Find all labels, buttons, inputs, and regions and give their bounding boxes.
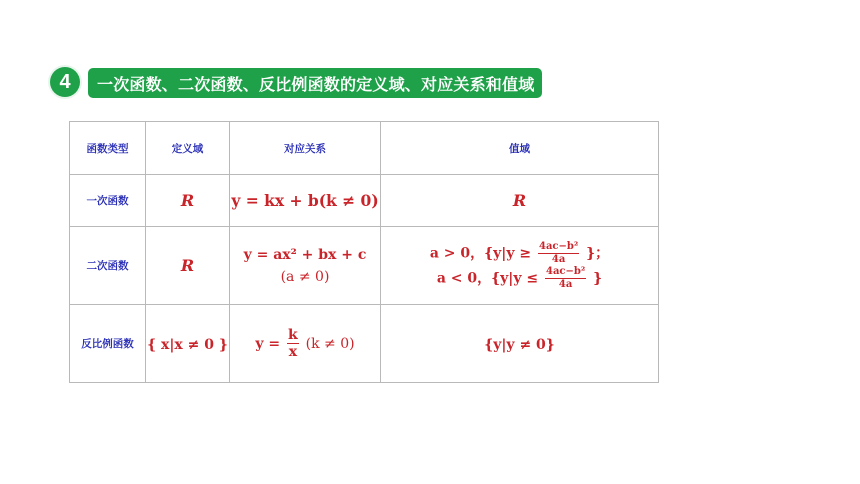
range-quadratic-line2 [381,266,658,291]
mapping-inverse-post: (k ≠ 0) [305,335,355,352]
cell-mapping-quadratic [230,227,381,305]
table-header-row [70,122,659,175]
section-number: 4 [59,71,71,93]
table-row [70,227,659,305]
cell-domain-quadratic [146,227,230,305]
range-inverse: {y|y ≠ 0} [484,337,555,353]
table-row [70,305,659,383]
domain-inverse: { x|x ≠ 0 } [147,337,228,353]
row-type-linear: 一次函数 [70,175,146,227]
fraction-numerator: k [288,327,298,343]
domain-linear: R [180,191,195,210]
cell-range-inverse [381,305,659,383]
range-quadratic-line1-pre: a > 0，{y|y ≥ [429,245,532,261]
fraction-numerator: 4ac−b² [538,240,579,252]
fraction [538,241,579,266]
cell-mapping-inverse [230,305,381,383]
header-domain: 定义域 [146,122,230,175]
cell-domain-linear [146,175,230,227]
fraction [545,266,586,291]
header-mapping: 对应关系 [230,122,381,175]
mapping-quadratic-line1: y = ax² + bx + c [243,246,367,263]
domain-quadratic: R [180,256,195,275]
cell-range-linear [381,175,659,227]
mapping-linear: y = kx + b(k ≠ 0) [231,191,379,210]
cell-range-quadratic [381,227,659,305]
cell-domain-inverse [146,305,230,383]
fraction-denominator: 4a [558,278,573,290]
row-type-inverse: 反比例函数 [70,305,146,383]
range-quadratic-line2-pre: a < 0，{y|y ≤ [436,270,539,286]
range-quadratic-line1 [381,241,658,266]
mapping-inverse-pre: y = [255,335,281,352]
fraction-denominator: x [288,344,298,360]
table-row [70,175,659,227]
section-title: 一次函数、二次函数、反比例函数的定义域、对应关系和值域 [97,74,535,94]
section-number-badge [50,67,80,97]
cell-mapping-linear [230,175,381,227]
header-function-type: 函数类型 [70,122,146,175]
range-quadratic-line1-post: }； [586,245,610,261]
section-title-bar [88,68,542,98]
range-quadratic-line2-post: } [593,270,603,286]
header-range: 值域 [381,122,659,175]
row-type-quadratic: 二次函数 [70,227,146,305]
range-linear: R [512,191,527,210]
fraction [287,327,299,360]
mapping-quadratic-line2: (a ≠ 0) [280,268,330,285]
fraction-numerator: 4ac−b² [545,265,586,277]
fraction-denominator: 4a [551,253,566,265]
mapping-inverse [255,327,355,360]
function-table [69,121,659,383]
